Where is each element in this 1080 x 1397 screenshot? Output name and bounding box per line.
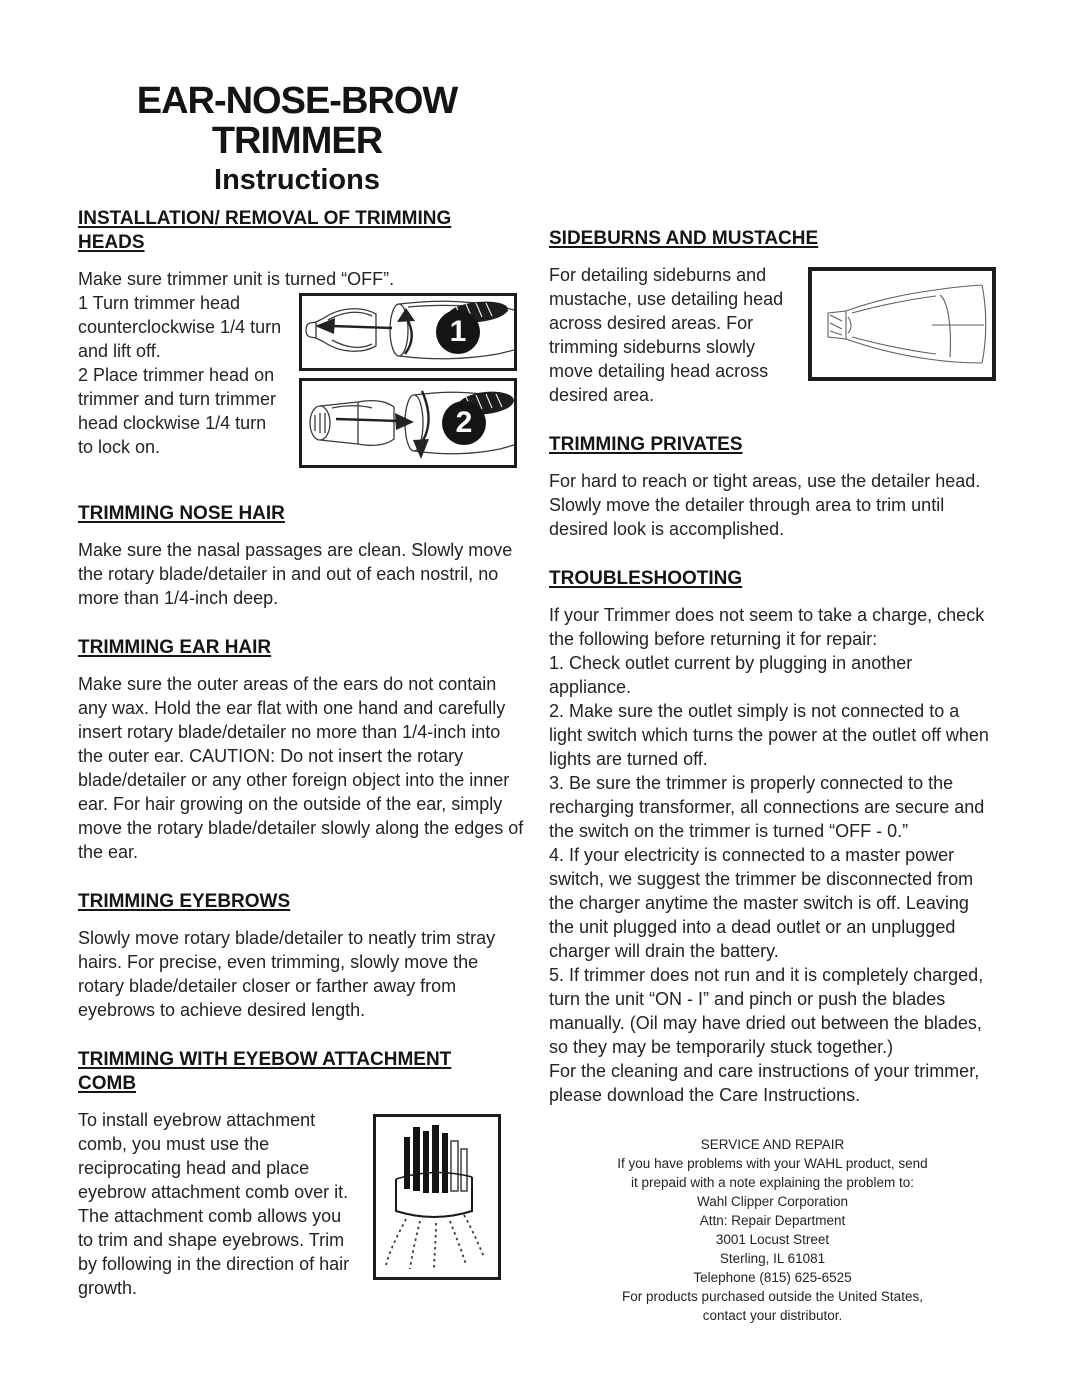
masthead [60,82,534,197]
installation-step-1: 1 Turn trimmer head counterclockwise 1/4 turn and lift off. [78,293,282,362]
two-column-layout [78,207,1080,1325]
section-ear-hair [78,636,525,864]
heading-troubleshooting: TROUBLESHOOTING [549,568,743,590]
troubleshooting-item-4: 4. If your electricity is connected to a master power switch, we suggest the trimmer be disconnected from the charger anytime the master switch is off. Leaving the unit plugged into a dead outlet or an unplugged charger will drain the battery. [549,845,974,962]
figure-attach-trimmer-head [299,378,517,468]
left-column [78,207,525,1325]
eyebrow-comb-drawing [376,1117,498,1277]
service-line: Wahl Clipper Corporation [696,1194,849,1210]
privates-body: For hard to reach or tight areas, use the detailer head. Slowly move the detailer through area to trim until desired look is accomplished. [549,471,981,540]
heading-ear-hair: TRIMMING EAR HAIR [78,637,272,659]
service-and-repair-block [549,1135,996,1325]
service-line: contact your distributor. [702,1308,843,1324]
page-title: EAR-NOSE-BROW TRIMMER [136,80,458,162]
heading-installation: INSTALLATION/ REMOVAL OF TRIMMING HEADS [78,208,452,254]
heading-sideburns: SIDEBURNS AND MUSTACHE [549,228,819,250]
service-line: Sterling, IL 61081 [719,1251,826,1267]
section-eyebrows [78,890,525,1022]
figure-remove-trimmer-head [299,293,517,371]
service-line: it prepaid with a note explaining the problem to: [631,1175,914,1191]
service-line: Attn: Repair Department [699,1213,846,1229]
installation-step-2: 2 Place trimmer head on trimmer and turn trimmer head clockwise 1/4 turn to lock on. [78,365,277,458]
eyebrow-comb-body: To install eyebrow attachment comb, you must use the reciprocating head and place eyebrow attachment comb over it. The attachment comb allows you to trim and shape eyebrows. Trim by following in the direction of hair growth. [78,1110,350,1299]
figure-step-badge-2: 2 [442,401,486,445]
troubleshooting-item-3: 3. Be sure the trimmer is properly connected to the recharging transformer, all connections are secure and the switch on the trimmer is turned “OFF - 0.” [549,773,985,842]
ear-hair-body: Make sure the outer areas of the ears do not contain any wax. Hold the ear flat with one hand and carefully insert rotary blade/detailer no more than 1/4-inch into the outer ear. CAUTION: Do not insert the rotary blade/detailer or any other foreign object into the inner ear. For hair growing on the outside of the ear, simply move the rotary blade/detailer slowly along the edges of the ear. [78,674,524,863]
right-column [549,207,996,1325]
figure-eyebrow-comb [373,1114,501,1280]
trimmer-removal-drawing [302,296,514,368]
page-subtitle: Instructions [214,164,380,197]
section-troubleshooting [549,567,996,1107]
service-line: Telephone (815) 625-6525 [693,1270,852,1286]
service-line: For products purchased outside the United States, [622,1289,923,1305]
heading-eyebrows: TRIMMING EYEBROWS [78,891,291,913]
section-nose-hair [78,502,525,610]
eyebrows-body: Slowly move rotary blade/detailer to neatly trim stray hairs. For precise, even trimming, slowly move the rotary blade/detailer closer or farther away from eyebrows to achieve desired length. [78,928,496,1021]
figure-detailing-head [808,267,996,381]
troubleshooting-list [549,603,996,1107]
service-title: SERVICE AND REPAIR [700,1137,845,1153]
troubleshooting-care-note: For the cleaning and care instructions of your trimmer, please download the Care Instructions. [549,1061,980,1106]
sideburns-body: For detailing sideburns and mustache, use detailing head across desired areas. For trimming sideburns slowly move detailing head across desired area. [549,265,784,406]
troubleshooting-item-1: 1. Check outlet current by plugging in another appliance. [549,653,913,698]
installation-figures [299,293,517,468]
troubleshooting-item-5: 5. If trimmer does not run and it is completely charged, turn the unit “ON - I” and pinch or push the blades manually. (Oil may have dried out between the blades, so they may be temporarily stuck together.) [549,965,984,1058]
section-sideburns [549,227,996,407]
figure-step-badge-1: 1 [436,310,480,354]
service-line: 3001 Locust Street [715,1232,830,1248]
troubleshooting-intro: If your Trimmer does not seem to take a charge, check the following before returning it for repair: [549,605,985,650]
detailing-head-drawing [812,271,992,377]
installation-intro: Make sure trimmer unit is turned “OFF”. [78,269,395,290]
section-installation [78,207,525,476]
nose-hair-body: Make sure the nasal passages are clean. Slowly move the rotary blade/detailer in and out of each nostril, no more than 1/4-inch deep. [78,540,513,609]
section-eyebrow-comb [78,1048,525,1300]
heading-nose-hair: TRIMMING NOSE HAIR [78,503,285,525]
service-line: If you have problems with your WAHL product, send [617,1156,928,1172]
section-privates [549,433,996,541]
troubleshooting-item-2: 2. Make sure the outlet simply is not connected to a light switch which turns the power at the outlet off when lights are turned off. [549,701,989,770]
heading-eyebrow-comb: TRIMMING WITH EYEBOW ATTACHMENT COMB [78,1049,452,1095]
heading-privates: TRIMMING PRIVATES [549,434,743,456]
